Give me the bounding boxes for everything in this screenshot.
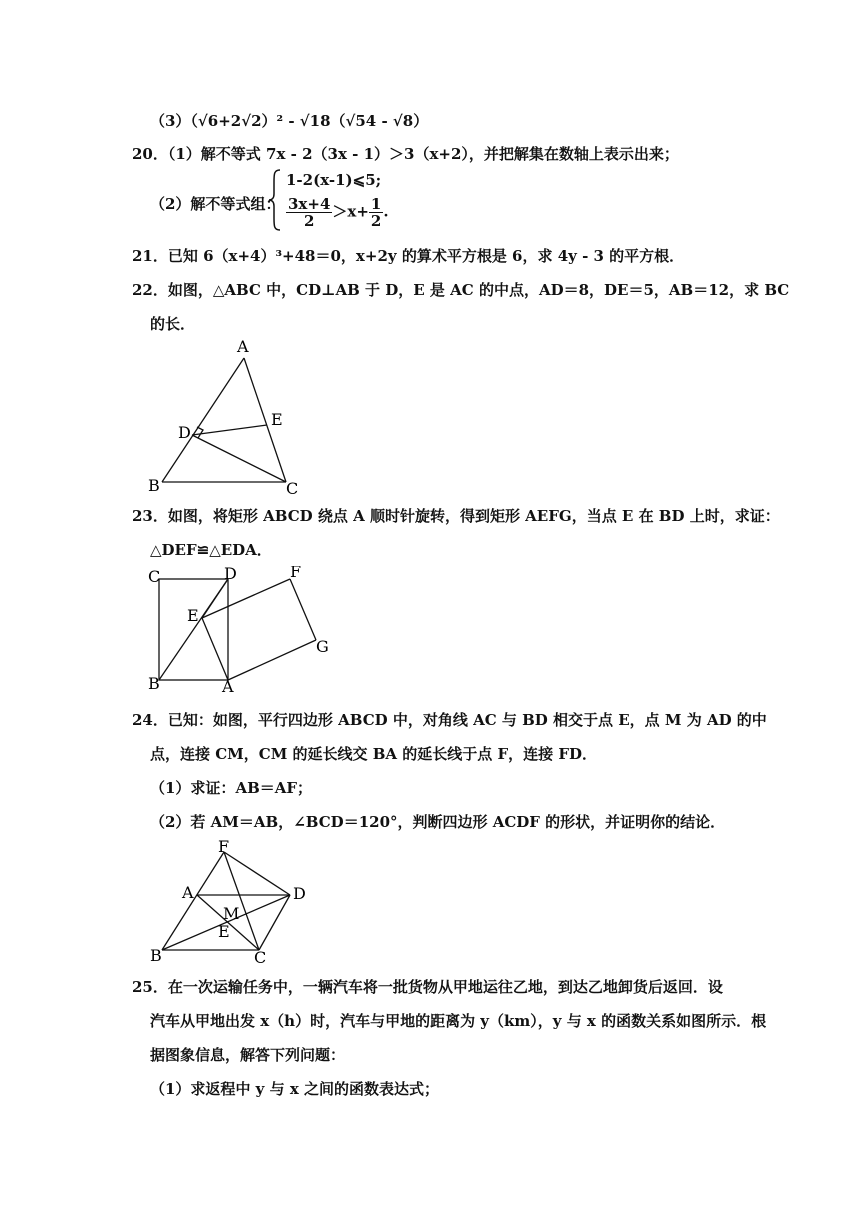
label-C: C: [286, 479, 299, 498]
label-E: E: [271, 410, 283, 429]
q23-line2: △DEF≌△EDA．: [150, 541, 272, 559]
label-A: A: [222, 677, 234, 696]
label-D: D: [224, 566, 237, 583]
q25-line3: 据图象信息，解答下列问题：: [150, 1046, 346, 1064]
label-A: A: [237, 338, 249, 356]
q22-line2: 的长．: [150, 315, 196, 333]
q25-line2: 汽车从甲地出发 x（h）时，汽车与甲地的距离为 y（km），y 与 x 的函数关系如图所示．根: [150, 1012, 767, 1030]
figure-q23: [140, 566, 340, 696]
label-M: M: [223, 904, 240, 923]
system-row-1: 1-2(x-1)⩽5;: [286, 171, 382, 189]
label-B: B: [148, 674, 160, 693]
q24-line2: 点，连接 CM，CM 的延长线交 BA 的延长线于点 F，连接 FD．: [150, 745, 598, 763]
system-row-2: $\frac{3x+4}{2}$ ＞x+ $\frac{1}{2}$ .: [288, 195, 389, 230]
q25-part1: （1）求返程中 y 与 x 之间的函数表达式；: [150, 1080, 439, 1098]
q24-line1: 24．已知：如图，平行四边形 ABCD 中，对角线 AC 与 BD 相交于点 E，点 M 为 AD 的中: [132, 711, 767, 729]
label-E: E: [187, 606, 199, 625]
figure-q24: [140, 838, 320, 966]
label-C: C: [254, 948, 267, 966]
system-brace: [268, 168, 282, 232]
q22-line1: 22．如图，△ABC 中，CD⊥AB 于 D，E 是 AC 的中点，AD＝8，DE＝5，AB＝12，求 BC: [132, 281, 790, 299]
fraction-1: $\frac{3x+4}{2}$: [288, 195, 331, 230]
figure-q22: [140, 338, 310, 500]
q20-part1: 20．（1）解不等式 7x - 2（3x - 1）＞3（x+2），并把解集在数轴上表示出来；: [132, 145, 679, 163]
label-G: G: [316, 637, 329, 656]
q23-line1: 23．如图，将矩形 ABCD 绕点 A 顺时针旋转，得到矩形 AEFG，当点 E 在 BD 上时，求证：: [132, 507, 780, 525]
label-E: E: [218, 922, 230, 941]
label-C: C: [148, 567, 161, 586]
label-D: D: [178, 423, 191, 442]
q21: 21．已知 6（x+4）³+48＝0，x+2y 的算术平方根是 6，求 4y - 3 的平方根．: [132, 247, 685, 265]
label-D: D: [293, 884, 306, 903]
label-F: F: [290, 566, 302, 581]
q19-part3: （3）（√6+2√2）² - √18（√54 - √8）: [150, 112, 429, 130]
label-F: F: [218, 838, 230, 856]
q20-part2-label: （2）解不等式组：: [150, 195, 281, 213]
label-B: B: [148, 476, 160, 495]
q24-part1: （1）求证：AB＝AF；: [150, 779, 313, 797]
label-B: B: [150, 946, 162, 965]
q25-line1: 25．在一次运输任务中，一辆汽车将一批货物从甲地运往乙地，到达乙地卸货后返回．设: [132, 978, 723, 996]
fraction-2: $\frac{1}{2}$: [370, 195, 382, 230]
q24-part2: （2）若 AM＝AB，∠BCD＝120°，判断四边形 ACDF 的形状，并证明你的结论．: [150, 813, 726, 831]
label-A: A: [182, 883, 194, 902]
